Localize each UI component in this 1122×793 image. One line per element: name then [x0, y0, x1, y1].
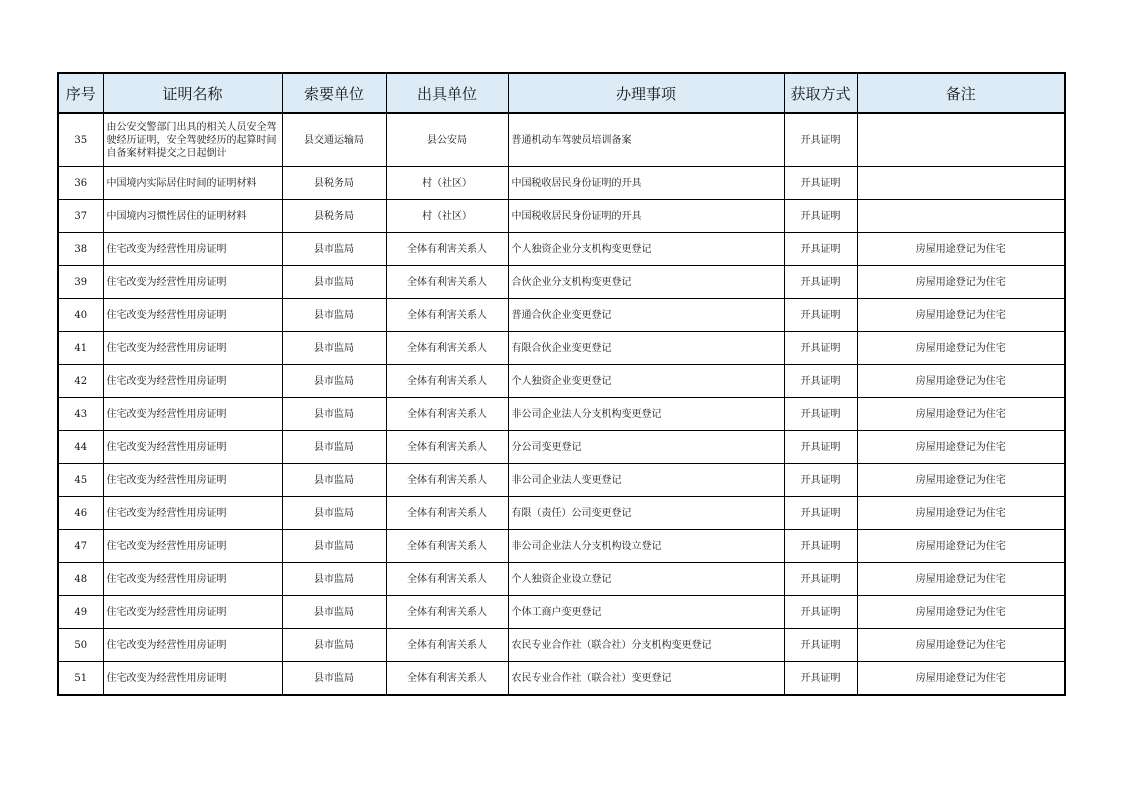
cell-no: 39 — [58, 266, 103, 299]
cell-requester: 县税务局 — [282, 167, 386, 200]
cell-no: 45 — [58, 464, 103, 497]
cell-issuer: 县公安局 — [386, 113, 508, 167]
cell-requester: 县市监局 — [282, 266, 386, 299]
cell-name: 住宅改变为经营性用房证明 — [103, 464, 282, 497]
cell-note: 房屋用途登记为住宅 — [857, 596, 1065, 629]
cell-method: 开具证明 — [784, 299, 857, 332]
cell-name: 住宅改变为经营性用房证明 — [103, 497, 282, 530]
cell-issuer: 全体有利害关系人 — [386, 629, 508, 662]
cell-matter: 普通合伙企业变更登记 — [508, 299, 784, 332]
cell-note: 房屋用途登记为住宅 — [857, 431, 1065, 464]
cell-method: 开具证明 — [784, 464, 857, 497]
table-row — [58, 596, 1065, 629]
cell-no: 42 — [58, 365, 103, 398]
cell-method: 开具证明 — [784, 398, 857, 431]
header-note: 备注 — [857, 73, 1065, 113]
cell-note: 房屋用途登记为住宅 — [857, 497, 1065, 530]
header-name: 证明名称 — [103, 73, 282, 113]
cell-name: 住宅改变为经营性用房证明 — [103, 266, 282, 299]
cell-issuer: 全体有利害关系人 — [386, 431, 508, 464]
cell-matter: 普通机动车驾驶员培训备案 — [508, 113, 784, 167]
cell-no: 44 — [58, 431, 103, 464]
cell-name: 住宅改变为经营性用房证明 — [103, 365, 282, 398]
cell-method: 开具证明 — [784, 530, 857, 563]
cell-method: 开具证明 — [784, 431, 857, 464]
cell-note: 房屋用途登记为住宅 — [857, 563, 1065, 596]
cell-no: 35 — [58, 113, 103, 167]
table-row — [58, 299, 1065, 332]
cell-requester: 县市监局 — [282, 398, 386, 431]
cell-note: 房屋用途登记为住宅 — [857, 233, 1065, 266]
table-row — [58, 464, 1065, 497]
cell-matter: 中国税收居民身份证明的开具 — [508, 167, 784, 200]
cell-no: 38 — [58, 233, 103, 266]
cell-no: 46 — [58, 497, 103, 530]
cell-name: 住宅改变为经营性用房证明 — [103, 662, 282, 696]
certificate-table — [57, 72, 1066, 696]
cell-name: 由公安交警部门出具的相关人员安全驾驶经历证明，安全驾驶经历的起算时间自备案材料提交之日起倒计 — [103, 113, 282, 167]
cell-name: 住宅改变为经营性用房证明 — [103, 629, 282, 662]
table-row — [58, 200, 1065, 233]
cell-note: 房屋用途登记为住宅 — [857, 662, 1065, 696]
cell-matter: 个人独资企业变更登记 — [508, 365, 784, 398]
cell-no: 48 — [58, 563, 103, 596]
cell-requester: 县市监局 — [282, 299, 386, 332]
cell-issuer: 全体有利害关系人 — [386, 662, 508, 696]
table-row — [58, 266, 1065, 299]
cell-method: 开具证明 — [784, 332, 857, 365]
cell-no: 47 — [58, 530, 103, 563]
cell-note: 房屋用途登记为住宅 — [857, 530, 1065, 563]
cell-no: 50 — [58, 629, 103, 662]
table-row — [58, 365, 1065, 398]
cell-requester: 县市监局 — [282, 464, 386, 497]
cell-issuer: 全体有利害关系人 — [386, 497, 508, 530]
cell-name: 中国境内实际居住时间的证明材料 — [103, 167, 282, 200]
table-body — [58, 113, 1065, 695]
cell-no: 49 — [58, 596, 103, 629]
cell-requester: 县市监局 — [282, 629, 386, 662]
cell-requester: 县市监局 — [282, 233, 386, 266]
cell-issuer: 全体有利害关系人 — [386, 530, 508, 563]
cell-issuer: 全体有利害关系人 — [386, 365, 508, 398]
cell-issuer: 全体有利害关系人 — [386, 332, 508, 365]
cell-issuer: 全体有利害关系人 — [386, 398, 508, 431]
table-row — [58, 497, 1065, 530]
header-issuer: 出具单位 — [386, 73, 508, 113]
cell-matter: 个人独资企业设立登记 — [508, 563, 784, 596]
cell-requester: 县市监局 — [282, 662, 386, 696]
cell-method: 开具证明 — [784, 497, 857, 530]
cell-requester: 县税务局 — [282, 200, 386, 233]
cell-requester: 县市监局 — [282, 497, 386, 530]
header-row — [58, 73, 1065, 113]
cell-name: 住宅改变为经营性用房证明 — [103, 596, 282, 629]
cell-matter: 非公司企业法人分支机构变更登记 — [508, 398, 784, 431]
cell-method: 开具证明 — [784, 266, 857, 299]
cell-method: 开具证明 — [784, 563, 857, 596]
cell-note: 房屋用途登记为住宅 — [857, 629, 1065, 662]
cell-name: 住宅改变为经营性用房证明 — [103, 299, 282, 332]
cell-method: 开具证明 — [784, 233, 857, 266]
table-row — [58, 563, 1065, 596]
cell-note: 房屋用途登记为住宅 — [857, 365, 1065, 398]
table-row — [58, 167, 1065, 200]
cell-issuer: 全体有利害关系人 — [386, 596, 508, 629]
cell-issuer: 村（社区） — [386, 167, 508, 200]
cell-note: 房屋用途登记为住宅 — [857, 299, 1065, 332]
cell-method: 开具证明 — [784, 596, 857, 629]
cell-requester: 县市监局 — [282, 332, 386, 365]
cell-no: 40 — [58, 299, 103, 332]
cell-no: 51 — [58, 662, 103, 696]
cell-matter: 农民专业合作社（联合社）变更登记 — [508, 662, 784, 696]
header-matter: 办理事项 — [508, 73, 784, 113]
cell-note: 房屋用途登记为住宅 — [857, 332, 1065, 365]
header-method: 获取方式 — [784, 73, 857, 113]
header-requester: 索要单位 — [282, 73, 386, 113]
cell-no: 41 — [58, 332, 103, 365]
cell-name: 住宅改变为经营性用房证明 — [103, 431, 282, 464]
cell-name: 住宅改变为经营性用房证明 — [103, 233, 282, 266]
cell-requester: 县市监局 — [282, 596, 386, 629]
cell-issuer: 村（社区） — [386, 200, 508, 233]
cell-name: 住宅改变为经营性用房证明 — [103, 563, 282, 596]
cell-issuer: 全体有利害关系人 — [386, 266, 508, 299]
cell-matter: 中国税收居民身份证明的开具 — [508, 200, 784, 233]
cell-matter: 农民专业合作社（联合社）分支机构变更登记 — [508, 629, 784, 662]
cell-issuer: 全体有利害关系人 — [386, 233, 508, 266]
cell-requester: 县市监局 — [282, 431, 386, 464]
cell-requester: 县市监局 — [282, 530, 386, 563]
cell-method: 开具证明 — [784, 200, 857, 233]
table-row — [58, 662, 1065, 696]
cell-note — [857, 113, 1065, 167]
cell-matter: 个体工商户变更登记 — [508, 596, 784, 629]
cell-note — [857, 167, 1065, 200]
table-row — [58, 629, 1065, 662]
cell-requester: 县市监局 — [282, 365, 386, 398]
cell-no: 43 — [58, 398, 103, 431]
cell-method: 开具证明 — [784, 167, 857, 200]
cell-note: 房屋用途登记为住宅 — [857, 398, 1065, 431]
cell-name: 住宅改变为经营性用房证明 — [103, 398, 282, 431]
cell-method: 开具证明 — [784, 662, 857, 696]
cell-matter: 非公司企业法人变更登记 — [508, 464, 784, 497]
cell-method: 开具证明 — [784, 629, 857, 662]
cell-issuer: 全体有利害关系人 — [386, 299, 508, 332]
cell-matter: 有限（责任）公司变更登记 — [508, 497, 784, 530]
header-no: 序号 — [58, 73, 103, 113]
cell-method: 开具证明 — [784, 113, 857, 167]
cell-requester: 县交通运输局 — [282, 113, 386, 167]
cell-matter: 个人独资企业分支机构变更登记 — [508, 233, 784, 266]
cell-no: 36 — [58, 167, 103, 200]
cell-name: 住宅改变为经营性用房证明 — [103, 332, 282, 365]
cell-issuer: 全体有利害关系人 — [386, 563, 508, 596]
cell-no: 37 — [58, 200, 103, 233]
cell-note: 房屋用途登记为住宅 — [857, 266, 1065, 299]
cell-note — [857, 200, 1065, 233]
cell-matter: 非公司企业法人分支机构设立登记 — [508, 530, 784, 563]
cell-issuer: 全体有利害关系人 — [386, 464, 508, 497]
cell-name: 住宅改变为经营性用房证明 — [103, 530, 282, 563]
cell-requester: 县市监局 — [282, 563, 386, 596]
cell-method: 开具证明 — [784, 365, 857, 398]
table-row — [58, 431, 1065, 464]
cell-matter: 分公司变更登记 — [508, 431, 784, 464]
cell-name: 中国境内习惯性居住的证明材料 — [103, 200, 282, 233]
table-row — [58, 332, 1065, 365]
table-row — [58, 398, 1065, 431]
table-row — [58, 530, 1065, 563]
table-header — [58, 73, 1065, 113]
table-row — [58, 113, 1065, 167]
cell-matter: 有限合伙企业变更登记 — [508, 332, 784, 365]
table-row — [58, 233, 1065, 266]
cell-matter: 合伙企业分支机构变更登记 — [508, 266, 784, 299]
cell-note: 房屋用途登记为住宅 — [857, 464, 1065, 497]
